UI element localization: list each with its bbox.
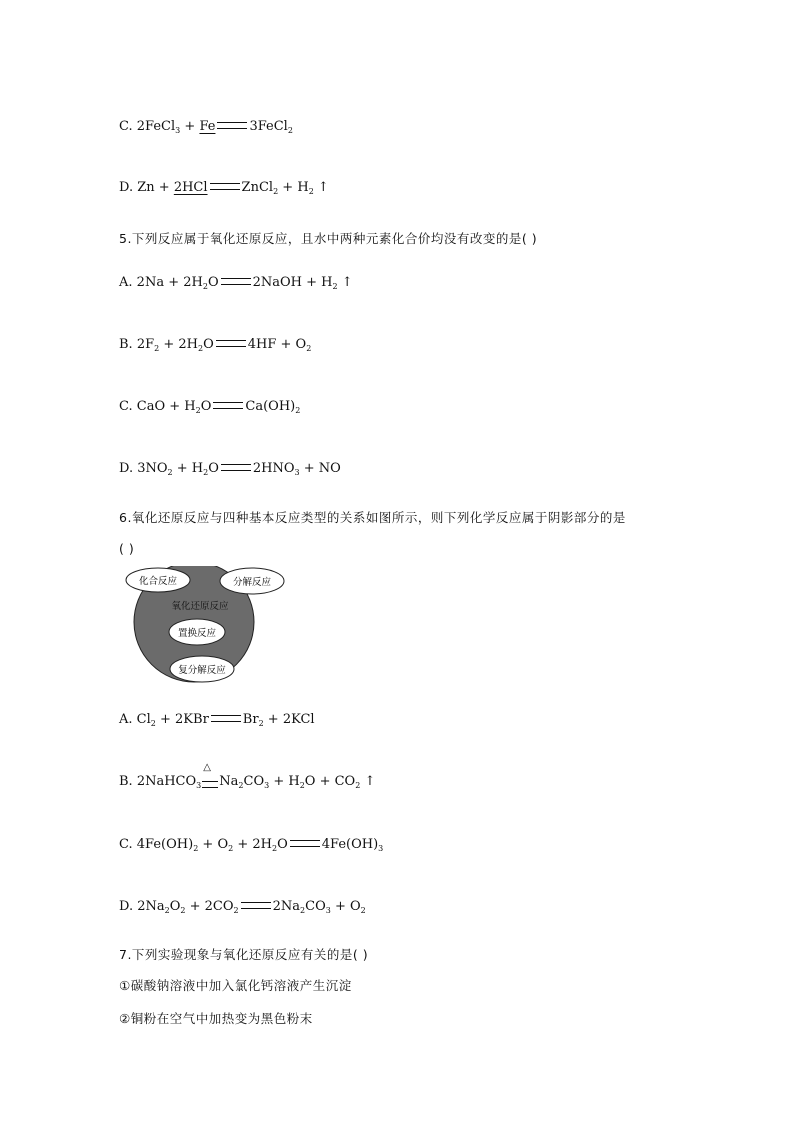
equals-sign [221,464,251,471]
q5-option-a: A. $2Na + 2H_2O$ 2NaOH + $H_2$ ↑ [119,275,353,291]
equals-sign [213,402,243,409]
q6-option-b: B. 2NaHCO$_3$ △ $Na_2CO_3 + H_2O + CO_2$ ↑ [119,773,375,791]
equals-sign [221,278,251,285]
equals-sign [241,902,271,909]
q5-option-c: C. CaO + $H_2O$ $Ca(OH)_2$ [119,399,301,415]
question-6-paren: ( ) [119,541,135,556]
question-7-stem: 7.下列实验现象与氧化还原反应有关的是( ) [119,947,369,962]
equals-sign [216,340,246,347]
redox-label: 氧化还原反应 [171,601,229,612]
q6-option-d: D. $2Na_2O_2 + 2CO_2$ $2Na_2CO_3 + O_2$ [119,899,366,915]
question-5-stem: 5.下列反应属于氧化还原反应，且水中两种元素化合价均没有改变的是( ) [119,231,538,246]
equals-sign [211,715,241,722]
equals-sign [202,781,218,788]
q5-option-d: D. $3NO_2 + H_2O$ $2HNO_3$ + NO [119,461,341,477]
reaction-type-venn-diagram [120,566,295,686]
heating-condition [201,762,219,791]
decomposition-label: 分解反应 [232,577,272,588]
q6-option-a: A. $Cl_2 + 2KBr$ $Br_2 + 2KCl$ [119,712,315,728]
displacement-label: 置换反应 [177,628,217,639]
q4-option-d: D. Zn + 2HCl ZnCl$_2$ + $H_2$ ↑ [119,180,329,196]
question-6-stem: 6.氧化还原反应与四种基本反应类型的关系如图所示，则下列化学反应属于阴影部分的是 [119,510,626,525]
equals-sign [210,183,240,190]
question-7-item-2: ②铜粉在空气中加热变为黑色粉末 [119,1011,313,1026]
combination-label: 化合反应 [138,576,178,587]
q6-option-c: C. $4Fe(OH)_2 + O_2 + 2H_2O$ $4Fe(OH)_3$ [119,837,384,853]
equals-sign [217,122,247,129]
heat-triangle-icon: △ [203,762,211,773]
equals-sign [290,840,320,847]
q5-option-b: B. $2F_2 + 2H_2O$ $4HF + O_2$ [119,337,312,353]
question-7-item-1: ①碳酸钠溶液中加入氯化钙溶液产生沉淀 [119,978,352,993]
double-decomposition-label: 复分解反应 [178,665,226,676]
q4-option-c: C. 2FeCl$_3$ + Fe 3FeCl$_2$ [119,119,293,135]
